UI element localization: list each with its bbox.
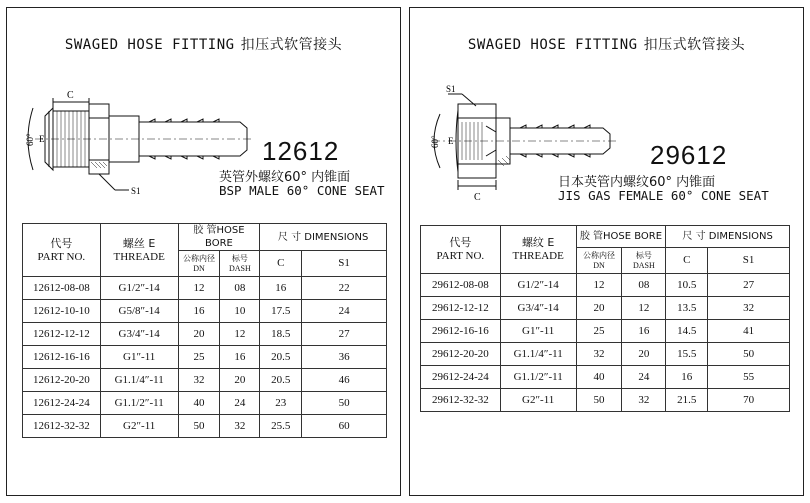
dn-cell: 40 bbox=[178, 392, 220, 415]
s1-cell: 32 bbox=[708, 297, 790, 320]
right-dim-angle-label: 60° bbox=[430, 135, 440, 148]
table-row bbox=[421, 320, 790, 343]
dn-cell: 12 bbox=[178, 277, 220, 300]
part-cell: 12612-16-16 bbox=[23, 346, 101, 369]
left-col-dimensions-header: 尺 寸 DIMENSIONS bbox=[260, 224, 387, 251]
left-col-dash-header: 标号 DASH bbox=[220, 251, 260, 277]
part-cell: 29612-24-24 bbox=[421, 366, 501, 389]
left-table-body bbox=[23, 277, 387, 438]
part-cell: 29612-12-12 bbox=[421, 297, 501, 320]
table-row bbox=[421, 297, 790, 320]
left-dim-angle-label: 60° bbox=[25, 133, 35, 146]
table-row bbox=[421, 274, 790, 297]
part-cell: 29612-16-16 bbox=[421, 320, 501, 343]
dn-cell: 50 bbox=[576, 389, 622, 412]
right-title-cn: 扣压式软管接头 bbox=[643, 37, 746, 53]
c-cell: 20.5 bbox=[260, 369, 302, 392]
part-cell: 29612-32-32 bbox=[421, 389, 501, 412]
table-row bbox=[23, 346, 387, 369]
left-dim-e-label: E bbox=[39, 134, 45, 144]
right-col-dash-header: 标号 DASH bbox=[622, 248, 666, 274]
thread-cell: G1″-11 bbox=[500, 320, 576, 343]
part-cell: 12612-08-08 bbox=[23, 277, 101, 300]
c-cell: 14.5 bbox=[666, 320, 708, 343]
table-row bbox=[421, 389, 790, 412]
s1-cell: 46 bbox=[302, 369, 387, 392]
part-cell: 12612-24-24 bbox=[23, 392, 101, 415]
dash-cell: 24 bbox=[220, 392, 260, 415]
left-title-en: SWAGED HOSE FITTING bbox=[64, 37, 235, 53]
right-col-dimensions-header: 尺 寸 DIMENSIONS bbox=[666, 226, 790, 248]
left-col-s1-header: S1 bbox=[302, 251, 387, 277]
thread-cell: G1/2″-14 bbox=[100, 277, 178, 300]
right-dim-c-label: C bbox=[474, 192, 481, 203]
right-col-dn-header: 公称内径 DN bbox=[576, 248, 622, 274]
thread-cell: G3/4″-14 bbox=[500, 297, 576, 320]
left-spec-table bbox=[22, 223, 387, 438]
table-row bbox=[23, 392, 387, 415]
part-cell: 29612-08-08 bbox=[421, 274, 501, 297]
dash-cell: 08 bbox=[622, 274, 666, 297]
c-cell: 17.5 bbox=[260, 300, 302, 323]
c-cell: 25.5 bbox=[260, 415, 302, 438]
table-row bbox=[23, 369, 387, 392]
right-spec-table bbox=[420, 225, 790, 412]
c-cell: 21.5 bbox=[666, 389, 708, 412]
c-cell: 16 bbox=[260, 277, 302, 300]
right-col-hose-bore-header: 胶 管HOSE BORE bbox=[576, 226, 666, 248]
dash-cell: 12 bbox=[622, 297, 666, 320]
thread-cell: G1.1/2″-11 bbox=[100, 392, 178, 415]
c-cell: 13.5 bbox=[666, 297, 708, 320]
table-row bbox=[23, 300, 387, 323]
dn-cell: 50 bbox=[178, 415, 220, 438]
s1-cell: 60 bbox=[302, 415, 387, 438]
dn-cell: 25 bbox=[178, 346, 220, 369]
right-dim-e-label: E bbox=[448, 136, 454, 146]
dash-cell: 16 bbox=[622, 320, 666, 343]
part-cell: 12612-32-32 bbox=[23, 415, 101, 438]
thread-cell: G2″-11 bbox=[100, 415, 178, 438]
left-part-number: 12612 bbox=[262, 136, 340, 166]
thread-cell: G1.1/2″-11 bbox=[500, 366, 576, 389]
dn-cell: 20 bbox=[576, 297, 622, 320]
table-row bbox=[23, 277, 387, 300]
thread-cell: G1.1/4″-11 bbox=[500, 343, 576, 366]
left-dim-s1-label: S1 bbox=[131, 186, 141, 196]
left-col-part-header: 代号 PART NO. bbox=[23, 224, 101, 277]
s1-cell: 50 bbox=[708, 343, 790, 366]
s1-cell: 22 bbox=[302, 277, 387, 300]
dash-cell: 20 bbox=[622, 343, 666, 366]
thread-cell: G3/4″-14 bbox=[100, 323, 178, 346]
left-desc-cn: 英管外螺纹60° 内锥面 bbox=[219, 170, 351, 185]
right-col-part-header: 代号 PART NO. bbox=[421, 226, 501, 274]
table-row bbox=[23, 415, 387, 438]
thread-cell: G1″-11 bbox=[100, 346, 178, 369]
s1-cell: 50 bbox=[302, 392, 387, 415]
table-row bbox=[421, 343, 790, 366]
left-panel-title bbox=[7, 34, 400, 54]
c-cell: 23 bbox=[260, 392, 302, 415]
dash-cell: 08 bbox=[220, 277, 260, 300]
table-row bbox=[23, 323, 387, 346]
dn-cell: 16 bbox=[178, 300, 220, 323]
right-title-en: SWAGED HOSE FITTING bbox=[467, 37, 638, 53]
right-table-body bbox=[421, 274, 790, 412]
left-col-c-header: C bbox=[260, 251, 302, 277]
part-cell: 12612-20-20 bbox=[23, 369, 101, 392]
right-panel-title bbox=[410, 34, 803, 54]
table-row bbox=[421, 366, 790, 389]
left-desc-en: BSP MALE 60° CONE SEAT bbox=[219, 183, 385, 198]
right-dim-s1-label: S1 bbox=[446, 84, 456, 94]
dash-cell: 20 bbox=[220, 369, 260, 392]
right-catalog-panel bbox=[409, 7, 804, 496]
left-catalog-panel bbox=[6, 7, 401, 496]
right-desc-en: JIS GAS FEMALE 60° CONE SEAT bbox=[558, 188, 769, 203]
right-part-number: 29612 bbox=[650, 140, 728, 170]
dn-cell: 12 bbox=[576, 274, 622, 297]
thread-cell: G5/8″-14 bbox=[100, 300, 178, 323]
left-col-dn-header: 公称内径 DN bbox=[178, 251, 220, 277]
s1-cell: 55 bbox=[708, 366, 790, 389]
right-desc-cn: 日本英管内螺纹60° 内锥面 bbox=[558, 175, 716, 190]
dash-cell: 12 bbox=[220, 323, 260, 346]
dash-cell: 16 bbox=[220, 346, 260, 369]
dash-cell: 24 bbox=[622, 366, 666, 389]
c-cell: 16 bbox=[666, 366, 708, 389]
dash-cell: 32 bbox=[220, 415, 260, 438]
thread-cell: G1/2″-14 bbox=[500, 274, 576, 297]
dn-cell: 25 bbox=[576, 320, 622, 343]
part-cell: 12612-12-12 bbox=[23, 323, 101, 346]
thread-cell: G2″-11 bbox=[500, 389, 576, 412]
dash-cell: 32 bbox=[622, 389, 666, 412]
left-dim-c-label: C bbox=[67, 90, 74, 101]
part-cell: 29612-20-20 bbox=[421, 343, 501, 366]
c-cell: 20.5 bbox=[260, 346, 302, 369]
dn-cell: 40 bbox=[576, 366, 622, 389]
dn-cell: 20 bbox=[178, 323, 220, 346]
right-col-c-header: C bbox=[666, 248, 708, 274]
dash-cell: 10 bbox=[220, 300, 260, 323]
c-cell: 15.5 bbox=[666, 343, 708, 366]
s1-cell: 27 bbox=[708, 274, 790, 297]
left-title-cn: 扣压式软管接头 bbox=[240, 37, 343, 53]
right-col-s1-header: S1 bbox=[708, 248, 790, 274]
s1-cell: 24 bbox=[302, 300, 387, 323]
s1-cell: 27 bbox=[302, 323, 387, 346]
left-col-hose-bore-header: 胶 管HOSE BORE bbox=[178, 224, 260, 251]
c-cell: 18.5 bbox=[260, 323, 302, 346]
c-cell: 10.5 bbox=[666, 274, 708, 297]
dn-cell: 32 bbox=[576, 343, 622, 366]
right-col-thread-header: 螺纹 E THREADE bbox=[500, 226, 576, 274]
s1-cell: 70 bbox=[708, 389, 790, 412]
dn-cell: 32 bbox=[178, 369, 220, 392]
s1-cell: 41 bbox=[708, 320, 790, 343]
left-col-thread-header: 螺丝 E THREADE bbox=[100, 224, 178, 277]
s1-cell: 36 bbox=[302, 346, 387, 369]
part-cell: 12612-10-10 bbox=[23, 300, 101, 323]
thread-cell: G1.1/4″-11 bbox=[100, 369, 178, 392]
